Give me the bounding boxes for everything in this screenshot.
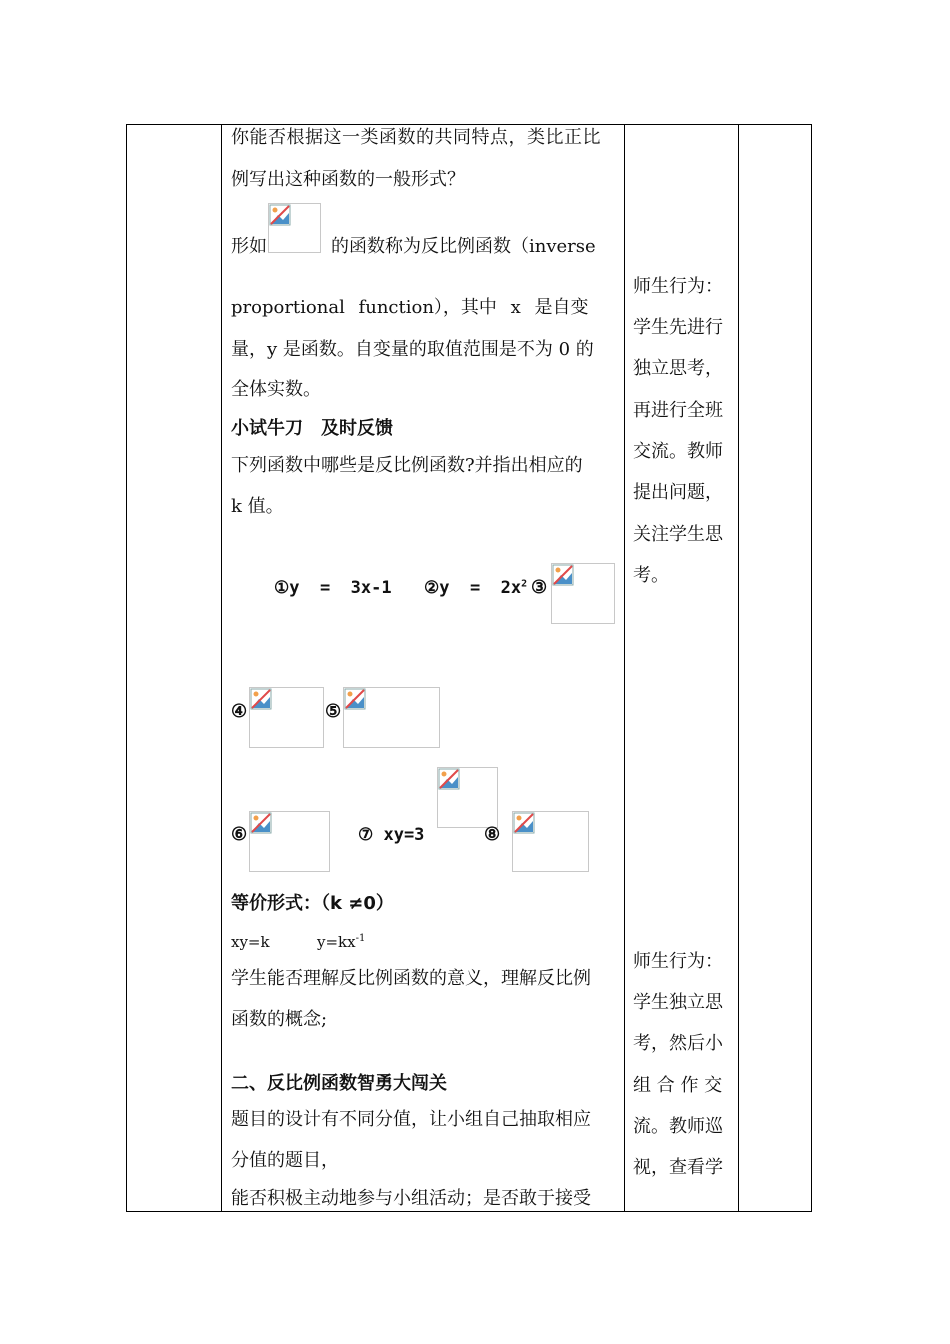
- option-4-formula-image: [249, 687, 324, 748]
- equivalent-form-y-exponent: -1: [355, 933, 366, 944]
- option-2-exponent: 2: [521, 578, 528, 590]
- option-2-text: ②y = 2x: [424, 578, 522, 598]
- note1-line-8: 考。: [633, 565, 669, 586]
- option-1: ①y = 3x-1: [274, 578, 392, 598]
- note1-line-6: 提出问题，: [633, 482, 723, 503]
- design-line-2: 分值的题目，: [231, 1150, 339, 1171]
- broken-image-icon: [269, 204, 291, 226]
- table-top-border: [126, 124, 812, 125]
- option-5-formula-image: [343, 687, 440, 748]
- intro-line-2: 例写出这种函数的一般形式？: [231, 169, 465, 190]
- option-5-label: ⑤: [325, 701, 342, 722]
- broken-image-icon: [250, 688, 272, 710]
- broken-image-icon: [344, 688, 366, 710]
- question-line-1: 下列函数中哪些是反比例函数?并指出相应的: [231, 455, 583, 476]
- option-4-label: ④: [231, 701, 248, 722]
- definition-prefix: 形如: [231, 236, 267, 257]
- question-line-2: k 值。: [231, 496, 284, 517]
- equivalent-form-y: [317, 931, 365, 953]
- equivalent-form-xy: xy=k: [231, 933, 270, 951]
- broken-image-icon: [552, 564, 574, 586]
- note1-line-3: 独立思考，: [633, 358, 723, 379]
- broken-image-icon: [250, 812, 272, 834]
- heading-challenge: 二、反比例函数智勇大闯关: [231, 1073, 447, 1094]
- note2-line-5: 流。教师巡: [633, 1116, 723, 1137]
- design-line-1: 题目的设计有不同分值，让小组自己抽取相应: [231, 1109, 591, 1130]
- equivalent-form-y-text: y=kx: [317, 933, 356, 951]
- understanding-line-1: 学生能否理解反比例函数的意义，理解反比例: [231, 968, 591, 989]
- note2-line-2: 学生独立思: [633, 992, 723, 1013]
- option-8-label: ⑧: [484, 824, 501, 845]
- option-7: ⑦ xy=3: [358, 825, 425, 845]
- broken-image-icon: [438, 768, 460, 790]
- note2-line-3: 考，然后小: [633, 1033, 723, 1054]
- table-bottom-border: [126, 1211, 812, 1212]
- option-2: [424, 577, 527, 599]
- table-col-line-1: [126, 124, 127, 1212]
- option-6-formula-image: [249, 811, 330, 872]
- formula-image-general-form: [268, 203, 321, 253]
- definition-suffix: 的函数称为反比例函数（inverse: [331, 236, 596, 257]
- note2-line-6: 视，查看学: [633, 1157, 723, 1178]
- definition-line-4: 全体实数。: [231, 379, 321, 400]
- option-3-formula-image: [551, 563, 615, 624]
- option-7-formula-image: [437, 767, 498, 828]
- note1-line-1: 师生行为：: [633, 276, 723, 297]
- table-col-line-4: [738, 124, 739, 1212]
- table-col-line-3: [624, 124, 625, 1212]
- heading-quick-try: 小试牛刀 及时反馈: [231, 418, 393, 439]
- option-8-formula-image: [512, 811, 589, 872]
- participation-line: 能否积极主动地参与小组活动；是否敢于接受: [231, 1188, 591, 1209]
- equivalent-forms-heading: 等价形式：（k ≠0）: [231, 893, 394, 914]
- note2-line-1: 师生行为：: [633, 951, 723, 972]
- intro-line-1: 你能否根据这一类函数的共同特点，类比正比: [231, 127, 601, 148]
- note1-line-5: 交流。教师: [633, 441, 723, 462]
- option-6-label: ⑥: [231, 824, 248, 845]
- definition-line-3: 量，y 是函数。自变量的取值范围是不为 0 的: [231, 339, 594, 360]
- note1-line-7: 关注学生思: [633, 524, 723, 545]
- table-col-line-5: [811, 124, 812, 1212]
- table-col-line-2: [221, 124, 222, 1212]
- option-3-label: ③: [531, 577, 548, 598]
- understanding-line-2: 函数的概念;: [231, 1009, 328, 1030]
- note2-line-4: 组 合 作 交: [633, 1075, 723, 1096]
- note1-line-4: 再进行全班: [633, 400, 723, 421]
- broken-image-icon: [513, 812, 535, 834]
- note1-line-2: 学生先进行: [633, 317, 723, 338]
- definition-line-2: proportional function），其中 x 是自变: [231, 297, 589, 318]
